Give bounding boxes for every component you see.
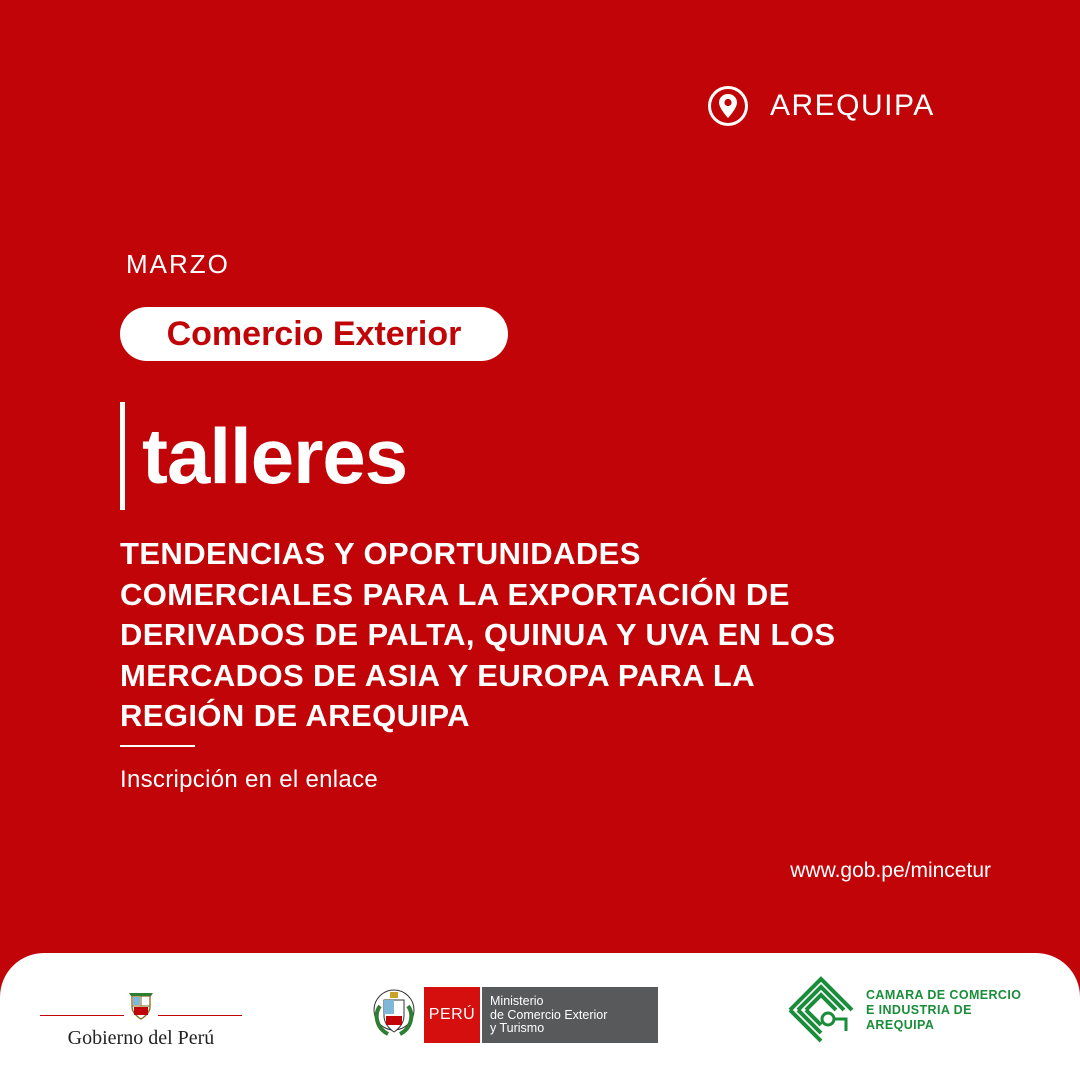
gobierno-logo	[40, 991, 242, 1050]
camara-emblem-icon	[784, 973, 858, 1047]
headline-line: REGIÓN DE AREQUIPA	[120, 698, 470, 733]
footer-logos	[0, 953, 1080, 1080]
title-accent-bar	[120, 402, 125, 510]
ministerio-label: Ministerio de Comercio Exterior y Turismo	[480, 987, 658, 1043]
event-month: MARZO	[126, 249, 230, 279]
category-badge: Comercio Exterior	[120, 307, 508, 361]
peru-coat-of-arms-icon	[372, 988, 416, 1042]
location-tag	[708, 86, 935, 126]
location-label: AREQUIPA	[770, 89, 935, 122]
divider	[120, 745, 195, 747]
event-headline	[120, 534, 970, 737]
headline-line: MERCADOS DE ASIA Y EUROPA PARA LA	[120, 657, 755, 693]
camara-label: CAMARA DE COMERCIO E INDUSTRIA DE AREQUIPA	[866, 987, 1022, 1032]
ministerio-logo	[372, 987, 658, 1043]
headline-line: COMERCIALES PARA LA EXPORTACIÓN DE	[120, 576, 790, 612]
peru-brand-label: PERÚ	[424, 987, 480, 1043]
headline-line: TENDENCIAS Y OPORTUNIDADES	[120, 536, 641, 571]
headline-line: DERIVADOS DE PALTA, QUINUA Y UVA EN LOS	[120, 617, 836, 652]
website-link[interactable]: www.gob.pe/mincetur	[790, 859, 991, 882]
map-pin-icon	[708, 86, 748, 126]
page-title: talleres	[142, 412, 408, 500]
peru-coat-of-arms-icon	[126, 991, 156, 1021]
camara-logo	[784, 973, 1021, 1047]
registration-text: Inscripción en el enlace	[120, 766, 379, 793]
gobierno-label: Gobierno del Perú	[67, 1027, 215, 1049]
